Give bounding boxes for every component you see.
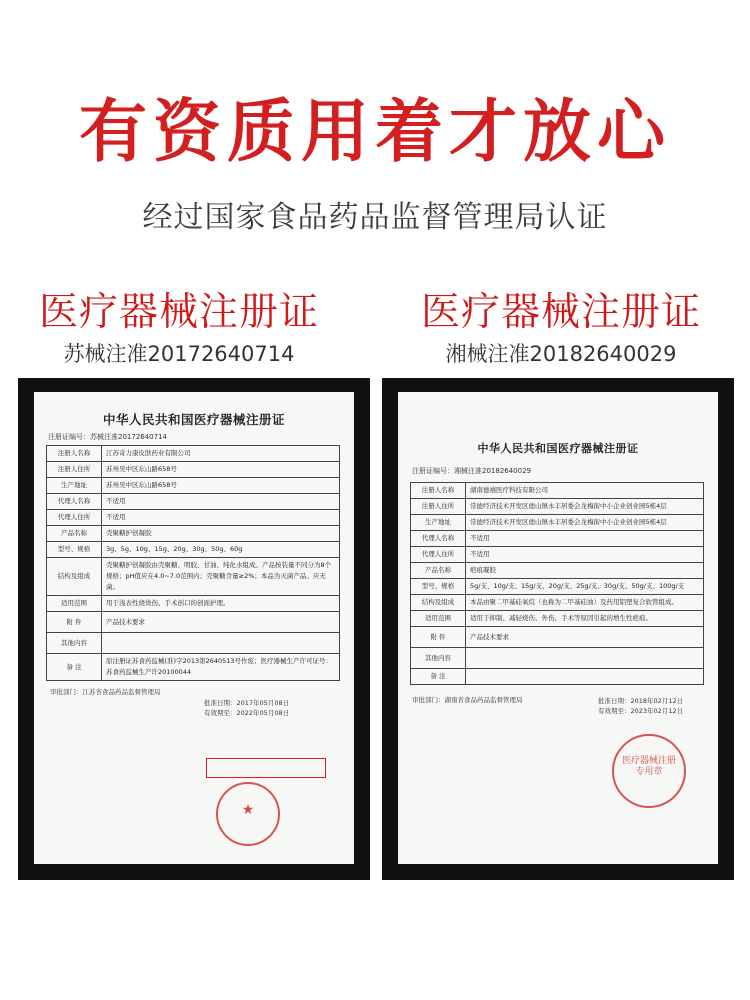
row-label: 备 注 (411, 669, 466, 685)
right-cert-title: 医疗器械注册证 (420, 290, 701, 335)
right-cert-table (410, 482, 704, 685)
table-row (47, 446, 340, 462)
table-row (411, 648, 704, 669)
official-seal: ★ (216, 782, 280, 846)
row-value: 疤痕凝胶 (466, 563, 704, 579)
row-label: 代理人住所 (411, 547, 466, 563)
row-value: 不适用 (466, 547, 704, 563)
left-cert-paper (34, 392, 354, 864)
right-doc-number: 注册证编号：湘械注准20182640029 (412, 467, 531, 475)
table-row (411, 499, 704, 515)
row-value: 用于浅表性烧烫伤、手术创口的创面护理。 (102, 596, 340, 612)
highlight-box (206, 758, 326, 778)
row-label: 附 件 (47, 612, 102, 633)
row-label: 结构及组成 (47, 558, 102, 596)
left-doc-approve-date: 批准日期：2017年05月08日 (204, 699, 290, 707)
row-label: 代理人名称 (411, 531, 466, 547)
row-label: 注册人名称 (411, 483, 466, 499)
left-doc-authority: 审批部门：江苏省食品药品监督管理局 (50, 688, 161, 696)
row-label: 注册人住所 (47, 462, 102, 478)
row-label: 型号、规格 (47, 542, 102, 558)
table-row (47, 478, 340, 494)
table-row (47, 596, 340, 612)
registration-seal-text: 医疗器械注册专用章 (622, 756, 677, 777)
row-label: 适用范围 (47, 596, 102, 612)
table-row (411, 611, 704, 627)
table-row (47, 462, 340, 478)
left-cert-table (46, 445, 340, 681)
row-value: 湖南德禧医疗科技有限公司 (466, 483, 704, 499)
row-value (466, 648, 704, 669)
row-value: 不适用 (466, 531, 704, 547)
row-label: 附 件 (411, 627, 466, 648)
row-label: 生产地址 (47, 478, 102, 494)
right-doc-approve-date: 批准日期：2018年02月12日 (598, 697, 684, 705)
row-label: 型号、规格 (411, 579, 466, 595)
table-row (411, 669, 704, 685)
left-doc-valid-date: 有效期至：2022年05月08日 (204, 709, 290, 717)
table-row (47, 633, 340, 654)
row-value: 本品由聚二甲基硅氧烷（也称为二甲基硅油）及药用铝塑复合软管组成。 (466, 595, 704, 611)
right-doc-authority: 审批部门：湖南省食品药品监督管理局 (412, 696, 523, 704)
row-value: 常德经济技术开发区德山镇永丰居委会龙梅街中小企业创业园5栋4层 (466, 515, 704, 531)
row-value: 原注册证苏食药监械(准)字2013第2640513号作废；医疗器械生产许可证号：苏食药监械生产许20100044 (102, 654, 340, 681)
table-row (411, 595, 704, 611)
table-row (411, 563, 704, 579)
row-label: 适用范围 (411, 611, 466, 627)
row-value: 不适用 (102, 494, 340, 510)
table-row (47, 542, 340, 558)
left-cert-heading (14, 290, 344, 368)
table-row (47, 654, 340, 681)
table-row (411, 547, 704, 563)
row-label: 其他内容 (47, 633, 102, 654)
table-row (47, 526, 340, 542)
row-label: 代理人名称 (47, 494, 102, 510)
right-doc-valid-date: 有效期至：2023年02月12日 (598, 707, 684, 715)
subheadline: 经过国家食品药品监督管理局认证 (142, 200, 608, 235)
table-row (411, 531, 704, 547)
row-value: 壳聚糖护创凝胶 (102, 526, 340, 542)
left-doc-title: 中华人民共和国医疗器械注册证 (102, 412, 285, 427)
registration-seal (612, 734, 686, 808)
row-label: 产品名称 (411, 563, 466, 579)
row-value: 常德经济技术开发区德山镇永丰居委会龙梅街中小企业创业园5栋4层 (466, 499, 704, 515)
headline: 有资质用着才放心 (78, 93, 671, 172)
table-row (47, 494, 340, 510)
row-label: 代理人住所 (47, 510, 102, 526)
left-cert-reg-no: 苏械注准20172640714 (63, 342, 295, 366)
row-value: 壳聚糖护创凝胶由壳聚糖、明胶、甘油、纯化水组成。产品按装量不同分为8个规格；pH值应在4.0~7.0范围内；壳聚糖含量≥2%；本品为灭菌产品。应无菌。 (102, 558, 340, 596)
row-label: 注册人住所 (411, 499, 466, 515)
table-row (47, 558, 340, 596)
right-cert-heading (396, 290, 726, 368)
row-value: 产品技术要求 (102, 612, 340, 633)
row-value: 3g、5g、10g、15g、20g、30g、50g、60g (102, 542, 340, 558)
row-label: 结构及组成 (411, 595, 466, 611)
row-value: 不适用 (102, 510, 340, 526)
row-label: 注册人名称 (47, 446, 102, 462)
row-value: 苏州吴中区东山路658号 (102, 462, 340, 478)
row-label: 备 注 (47, 654, 102, 681)
row-label: 产品名称 (47, 526, 102, 542)
row-value (466, 669, 704, 685)
right-doc-title: 中华人民共和国医疗器械注册证 (477, 442, 639, 455)
table-row (411, 627, 704, 648)
table-row (411, 483, 704, 499)
table-row (411, 579, 704, 595)
row-value: 苏州吴中区东山路658号 (102, 478, 340, 494)
left-doc-number: 注册证编号：苏械注准20172640714 (48, 433, 167, 441)
row-value (102, 633, 340, 654)
left-cert-title: 医疗器械注册证 (38, 290, 319, 335)
table-row (47, 510, 340, 526)
row-label: 其他内容 (411, 648, 466, 669)
left-cert-frame (18, 378, 370, 880)
right-cert-frame (382, 378, 734, 880)
row-value: 江苏奇力康皮肤药业有限公司 (102, 446, 340, 462)
row-label: 生产地址 (411, 515, 466, 531)
row-value: 适用于抑制、减轻烧伤、外伤、手术等原因引起的增生性疤痕。 (466, 611, 704, 627)
right-cert-reg-no: 湘械注准20182640029 (445, 342, 677, 366)
row-value: 5g/支、10g/支、15g/支、20g/支、25g/支、30g/支、50g/支、100g/支 (466, 579, 704, 595)
table-row (47, 612, 340, 633)
table-row (411, 515, 704, 531)
row-value: 产品技术要求 (466, 627, 704, 648)
